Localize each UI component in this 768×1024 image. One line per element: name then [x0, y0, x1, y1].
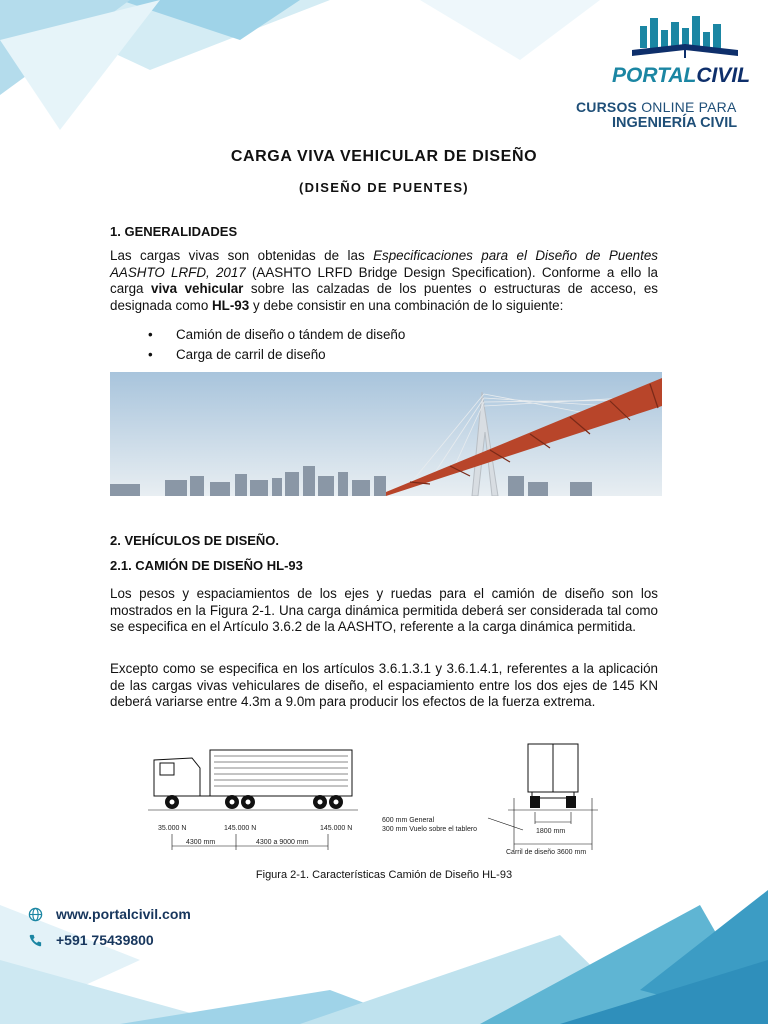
brand-tagline-line2: INGENIERÍA CIVIL — [612, 115, 738, 131]
city-skyline-icon — [630, 14, 750, 64]
paragraph-hl93-spacing: Excepto como se especifica en los artículos 3.6.1.3.1 y 3.6.1.4.1, referentes a la aplicación de las cargas vivas vehiculares de diseño, el espaciamiento entre los dos ejes de 145 KN deberá variarse entre 4.3m a 9.0m para producir los efectos de la fuerza extrema. — [110, 661, 658, 709]
truck-diagram — [148, 738, 618, 858]
axle-spacing-1: 4300 mm — [186, 839, 216, 846]
clearance-note-overhang: 300 mm Vuelo sobre el tablero — [382, 826, 478, 833]
axle-load-rear: 145.000 N — [320, 825, 353, 832]
clearance-note-general: 600 mm General — [382, 817, 435, 824]
website-link[interactable]: www.portalcivil.com — [56, 906, 191, 922]
globe-icon — [28, 907, 43, 922]
phone-number[interactable]: +591 75439800 — [56, 932, 154, 948]
section-heading-generalidades: 1. GENERALIDADES — [110, 224, 238, 239]
figure-caption: Figura 2-1. Características Camión de Diseño HL-93 — [255, 869, 513, 881]
axle-load-middle: 145.000 N — [224, 825, 257, 832]
phone-icon — [28, 933, 43, 948]
brand-tagline: CURSOS ONLINE PARA — [576, 99, 737, 115]
subsection-heading-hl93: 2.1. CAMIÓN DE DISEÑO HL-93 — [110, 558, 303, 573]
bridge-photo — [110, 372, 662, 496]
axle-load-front: 35.000 N — [158, 825, 187, 832]
load-components-list — [176, 326, 405, 366]
section-heading-vehiculos: 2. VEHÍCULOS DE DISEÑO. — [110, 533, 280, 548]
document-subtitle: (DISEÑO DE PUENTES) — [299, 180, 469, 195]
document-title: CARGA VIVA VEHICULAR DE DISEÑO — [230, 148, 538, 165]
wheel-spacing: 1800 mm — [536, 828, 566, 835]
design-lane-width: Carril de diseño 3600 mm — [506, 849, 587, 856]
brand-name: PORTALCIVIL — [612, 64, 751, 87]
axle-spacing-2: 4300 a 9000 mm — [256, 839, 309, 846]
paragraph-generalidades: Las cargas vivas son obtenidas de las Especificaciones para el Diseño de Puentes AASHTO LRFD, 2017 (AASHTO LRFD Bridge Design Specification). Conforme a ello la carga viva vehicular sobre las calzadas de los puentes o estructuras de acceso, es designada como HL-93 y debe consistir en una combinación de lo siguiente: — [110, 248, 658, 313]
list-item: • Camión de diseño o tándem de diseño — [176, 326, 405, 346]
paragraph-hl93-weights: Los pesos y espaciamientos de los ejes y ruedas para el camión de diseño son los mostrados en la Figura 2-1. Una carga dinámica permitida deberá ser considerada tal como se especifica en el Artículo 3.6.2 de la AASHTO, referente a la carga dinámica permitida. — [110, 586, 658, 634]
list-item: • Carga de carril de diseño — [176, 346, 405, 366]
